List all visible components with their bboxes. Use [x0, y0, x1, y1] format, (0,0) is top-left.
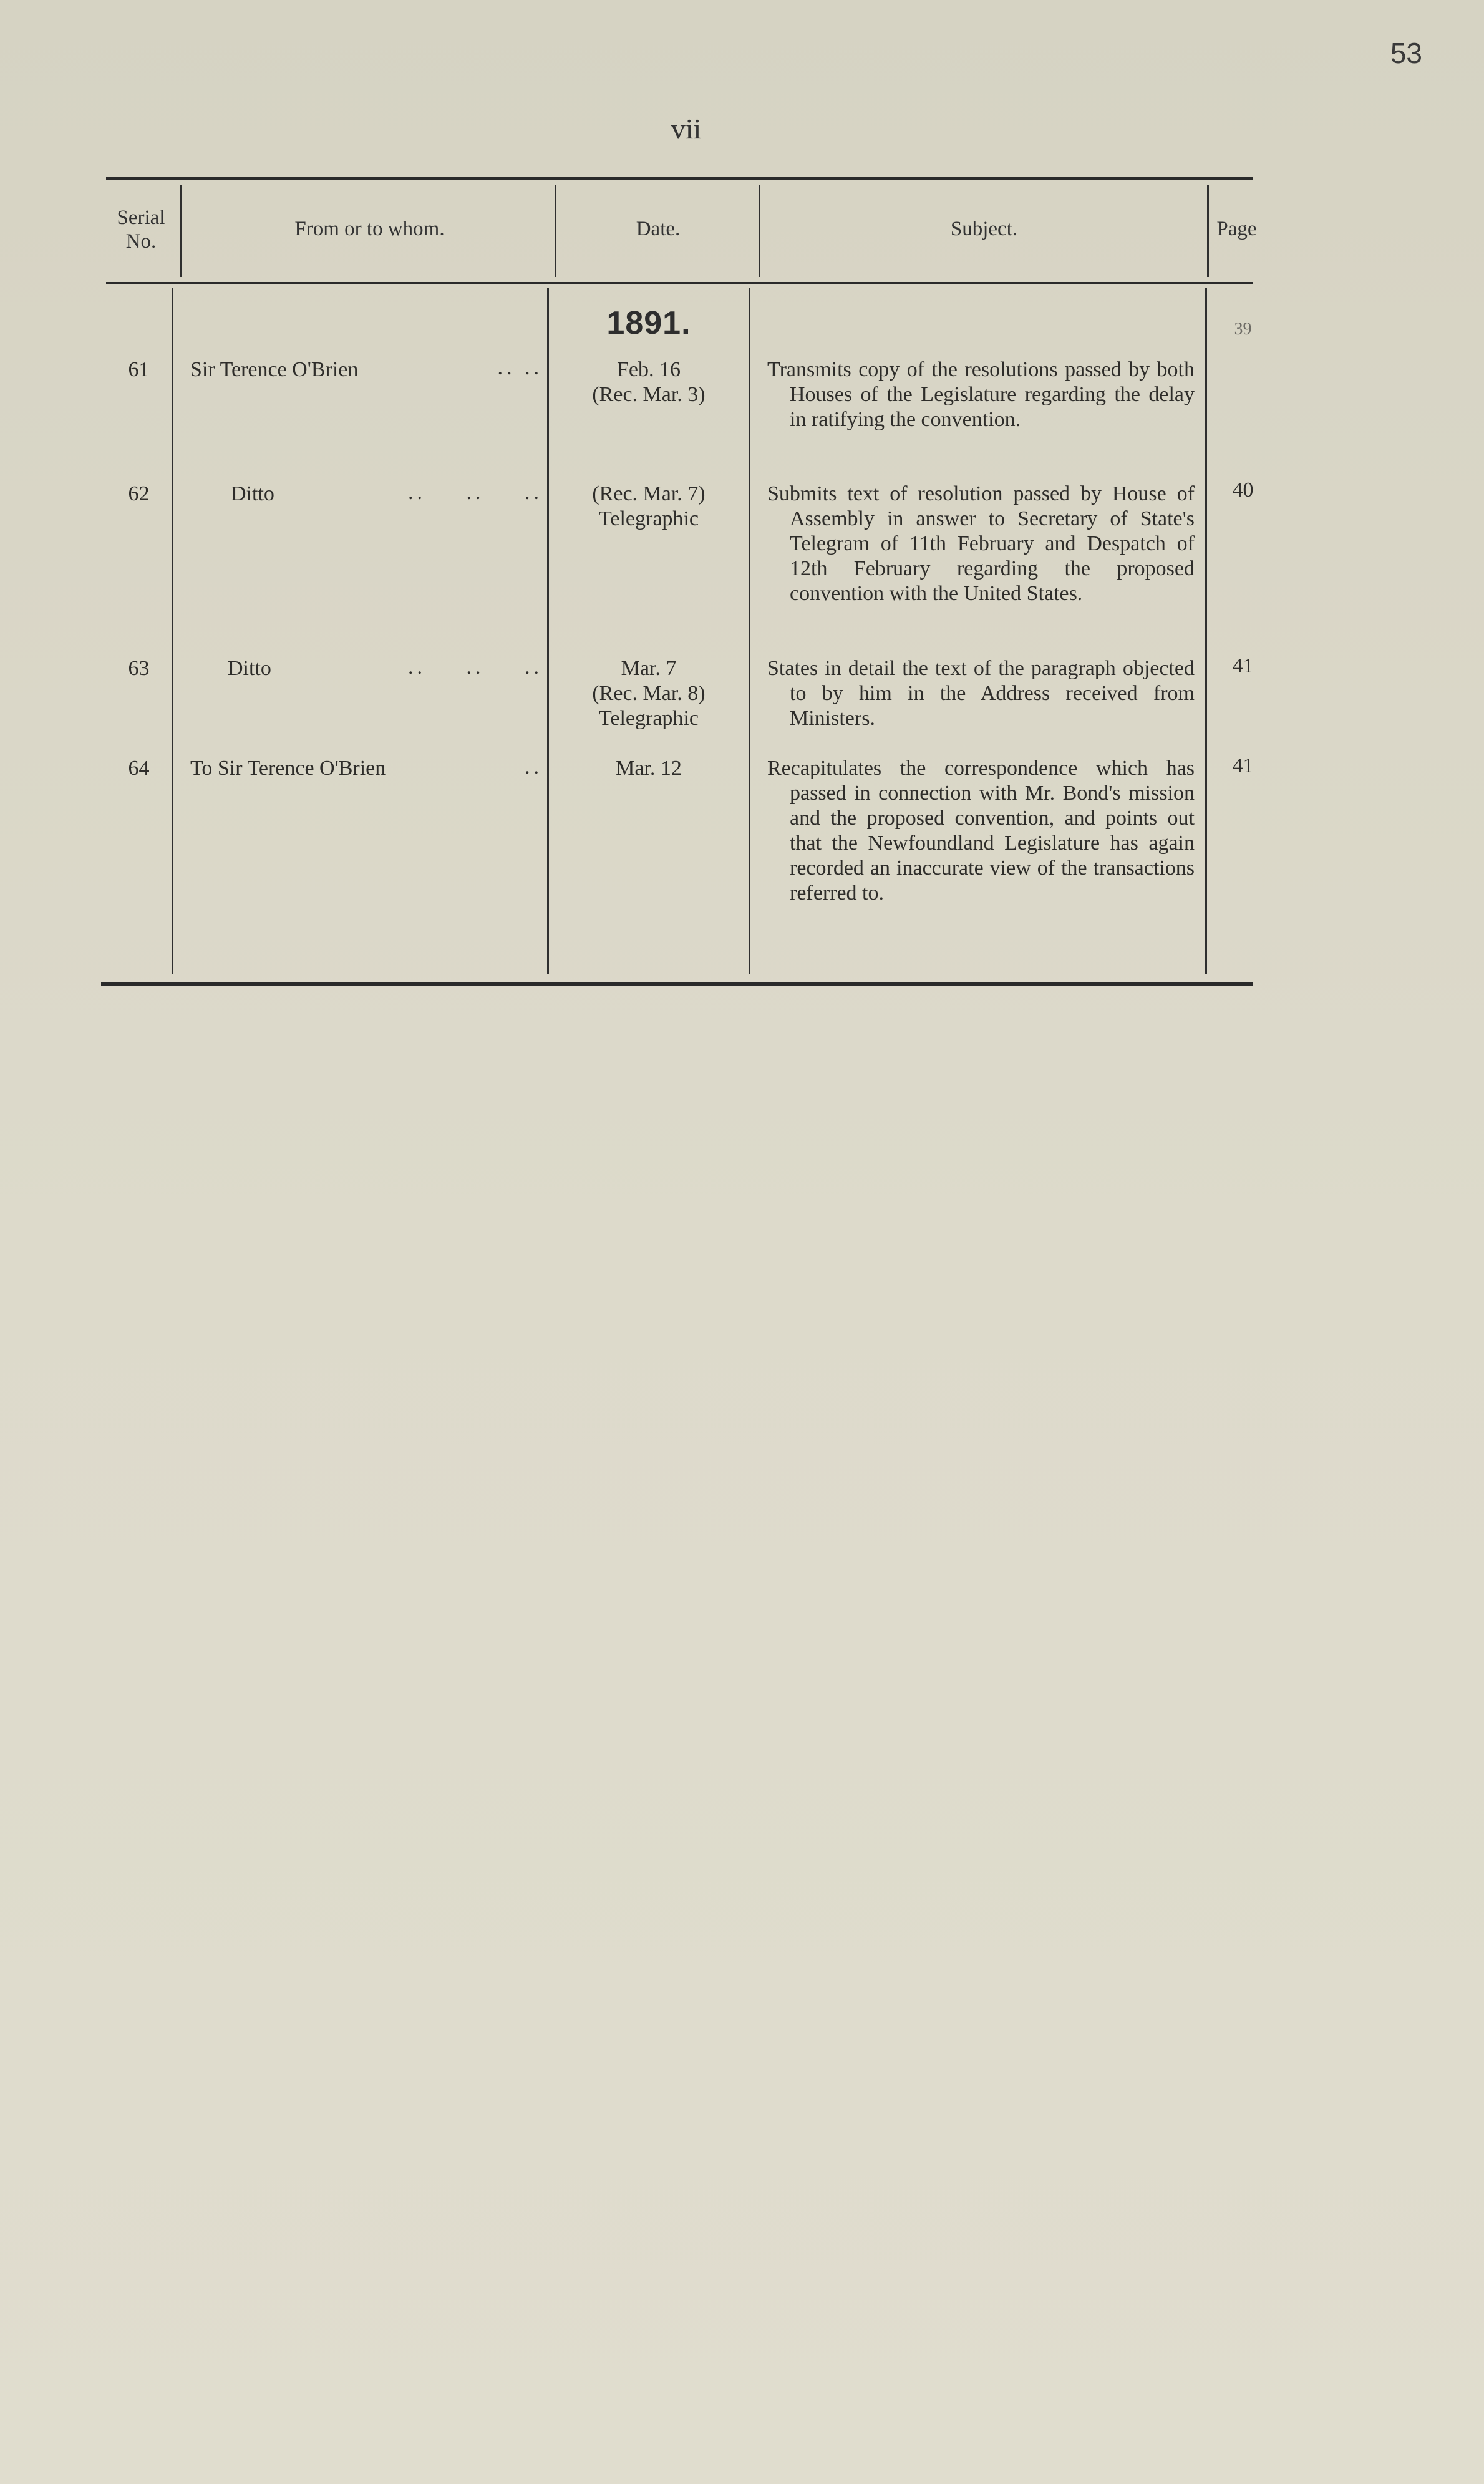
page-ref: 41 [1232, 654, 1254, 677]
subject-text: Submits text of resolution passed by House of Assembly in answer to Secretary of State's Telegram of 11th February and Despatch of 12th February regarding the proposed convention with the United States. [767, 482, 1195, 605]
header-date: Date. [636, 218, 681, 240]
year-heading: 1891. [606, 305, 691, 341]
leader-dots: .. .. .. [408, 656, 543, 679]
column-divider [1205, 288, 1207, 974]
column-divider [749, 288, 750, 974]
table-header-rule [106, 282, 1253, 284]
from-to-whom: To Sir Terence O'Brien [190, 757, 386, 780]
leader-dots: .. .. [497, 356, 543, 379]
date-line: Telegraphic [599, 707, 699, 730]
date-line: (Rec. Mar. 8) [592, 682, 706, 705]
page-ref: 41 [1232, 754, 1254, 777]
section-numeral: vii [671, 113, 702, 145]
serial-number: 64 [128, 757, 150, 780]
column-divider [555, 185, 556, 277]
subject-text: Recapitulates the correspondence which has passed in connection with Mr. Bond's mission and the proposed convention, and points out that the Newfoundland Legislature has again recorded an inaccurate view of the transactions referred to. [767, 757, 1195, 905]
leader-dots: .. .. .. [408, 481, 543, 504]
date-line: (Rec. Mar. 3) [592, 383, 706, 406]
table-bottom-rule [101, 982, 1253, 986]
from-to-whom: Sir Terence O'Brien [190, 358, 359, 381]
header-from: From or to whom. [294, 218, 445, 240]
date-line: (Rec. Mar. 7) [592, 482, 706, 505]
serial-number: 62 [128, 482, 150, 505]
serial-number: 61 [128, 358, 150, 381]
page-number: 53 [1390, 37, 1422, 69]
table-top-rule [106, 177, 1253, 180]
continued-page-mark: 39 [1234, 319, 1252, 339]
column-divider [180, 185, 182, 277]
date-line: Feb. 16 [617, 358, 681, 381]
page-ref: 40 [1232, 478, 1254, 502]
header-subject: Subject. [950, 218, 1018, 240]
date-line: Telegraphic [599, 507, 699, 530]
leader-dots: .. [525, 755, 543, 779]
date-line: Mar. 12 [616, 757, 682, 780]
column-divider [172, 288, 173, 974]
header-page: Page [1216, 218, 1257, 240]
subject-text: Transmits copy of the resolutions passed by both Houses of the Legislature regarding the delay in ratifying the convention. [767, 358, 1195, 431]
from-to-whom: Ditto [228, 657, 271, 680]
column-divider [759, 185, 760, 277]
serial-number: 63 [128, 657, 150, 680]
from-to-whom: Ditto [231, 482, 274, 505]
date-line: Mar. 7 [621, 657, 677, 680]
header-serial: Serial No. [117, 206, 165, 253]
subject-text: States in detail the text of the paragraph objected to by him in the Address received from Ministers. [767, 657, 1195, 730]
